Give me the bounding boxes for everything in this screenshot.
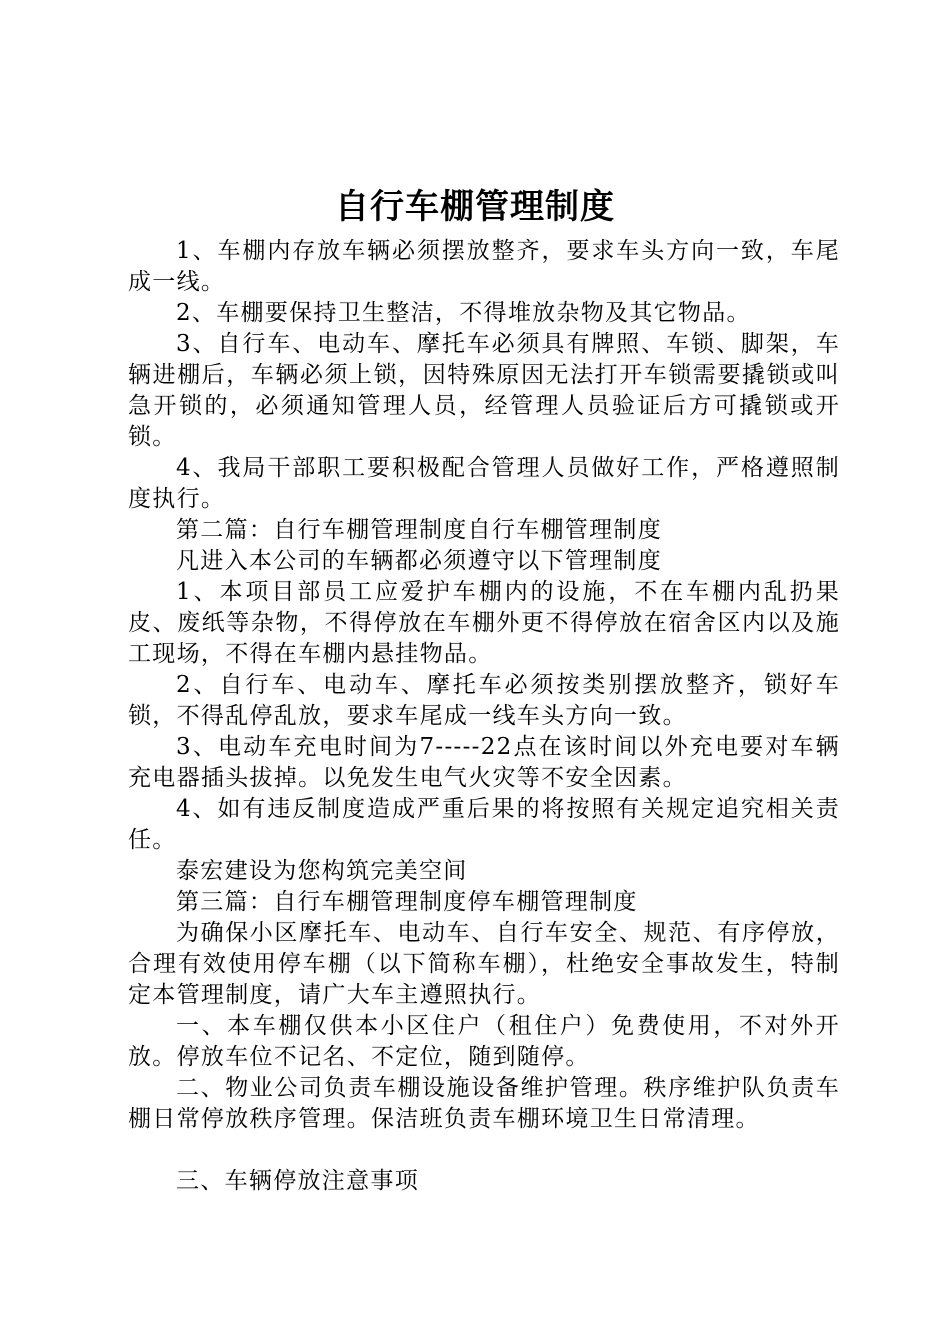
blank-line	[128, 1135, 840, 1166]
section-heading: 第二篇：自行车棚管理制度自行车棚管理制度	[176, 517, 662, 543]
paragraph: 3、自行车、电动车、摩托车必须具有牌照、车锁、脚架，车辆进棚后，车辆必须上锁，因特殊原因无法打开车锁需要撬锁或叫急开锁的，必须通知管理人员，经管理人员验证后方可撬锁或开锁。	[128, 331, 840, 450]
paragraph: 1、车棚内存放车辆必须摆放整齐，要求车头方向一致，车尾成一线。	[128, 238, 840, 295]
paragraph: 2、自行车、电动车、摩托车必须按类别摆放整齐，锁好车锁，不得乱停乱放，要求车尾成一线车头方向一致。	[128, 672, 840, 729]
section-heading: 第三篇：自行车棚管理制度停车棚管理制度	[176, 889, 638, 915]
paragraph: 4、如有违反制度造成严重后果的将按照有关规定追究相关责任。	[128, 796, 840, 853]
paragraph: 2、车棚要保持卫生整洁，不得堆放杂物及其它物品。	[176, 300, 751, 326]
paragraph: 为确保小区摩托车、电动车、自行车安全、规范、有序停放，合理有效使用停车棚（以下简称车棚），杜绝安全事故发生，特制定本管理制度，请广大车主遵照执行。	[128, 920, 840, 1008]
paragraph: 1、本项目部员工应爱护车棚内的设施，不在车棚内乱扔果皮、废纸等杂物，不得停放在车棚外更不得停放在宿舍区内以及施工现场，不得在车棚内悬挂物品。	[128, 579, 840, 667]
paragraph: 4、我局干部职工要积极配合管理人员做好工作，严格遵照制度执行。	[128, 455, 840, 512]
paragraph: 3、电动车充电时间为7-----22点在该时间以外充电要对车辆充电器插头拔掉。以免发生电气火灾等不安全因素。	[128, 734, 840, 791]
paragraph: 二、物业公司负责车棚设施设备维护管理。秩序维护队负责车棚日常停放秩序管理。保洁班负责车棚环境卫生日常清理。	[128, 1075, 840, 1132]
paragraph: 一、本车棚仅供本小区住户（租住户）免费使用，不对外开放。停放车位不记名、不定位，随到随停。	[128, 1013, 840, 1070]
paragraph: 泰宏建设为您构筑完美空间	[176, 858, 468, 884]
document-body	[128, 236, 840, 1197]
document-title: 自行车棚管理制度	[335, 187, 615, 227]
paragraph: 凡进入本公司的车辆都必须遵守以下管理制度	[176, 548, 662, 574]
paragraph: 三、车辆停放注意事项	[176, 1168, 419, 1194]
